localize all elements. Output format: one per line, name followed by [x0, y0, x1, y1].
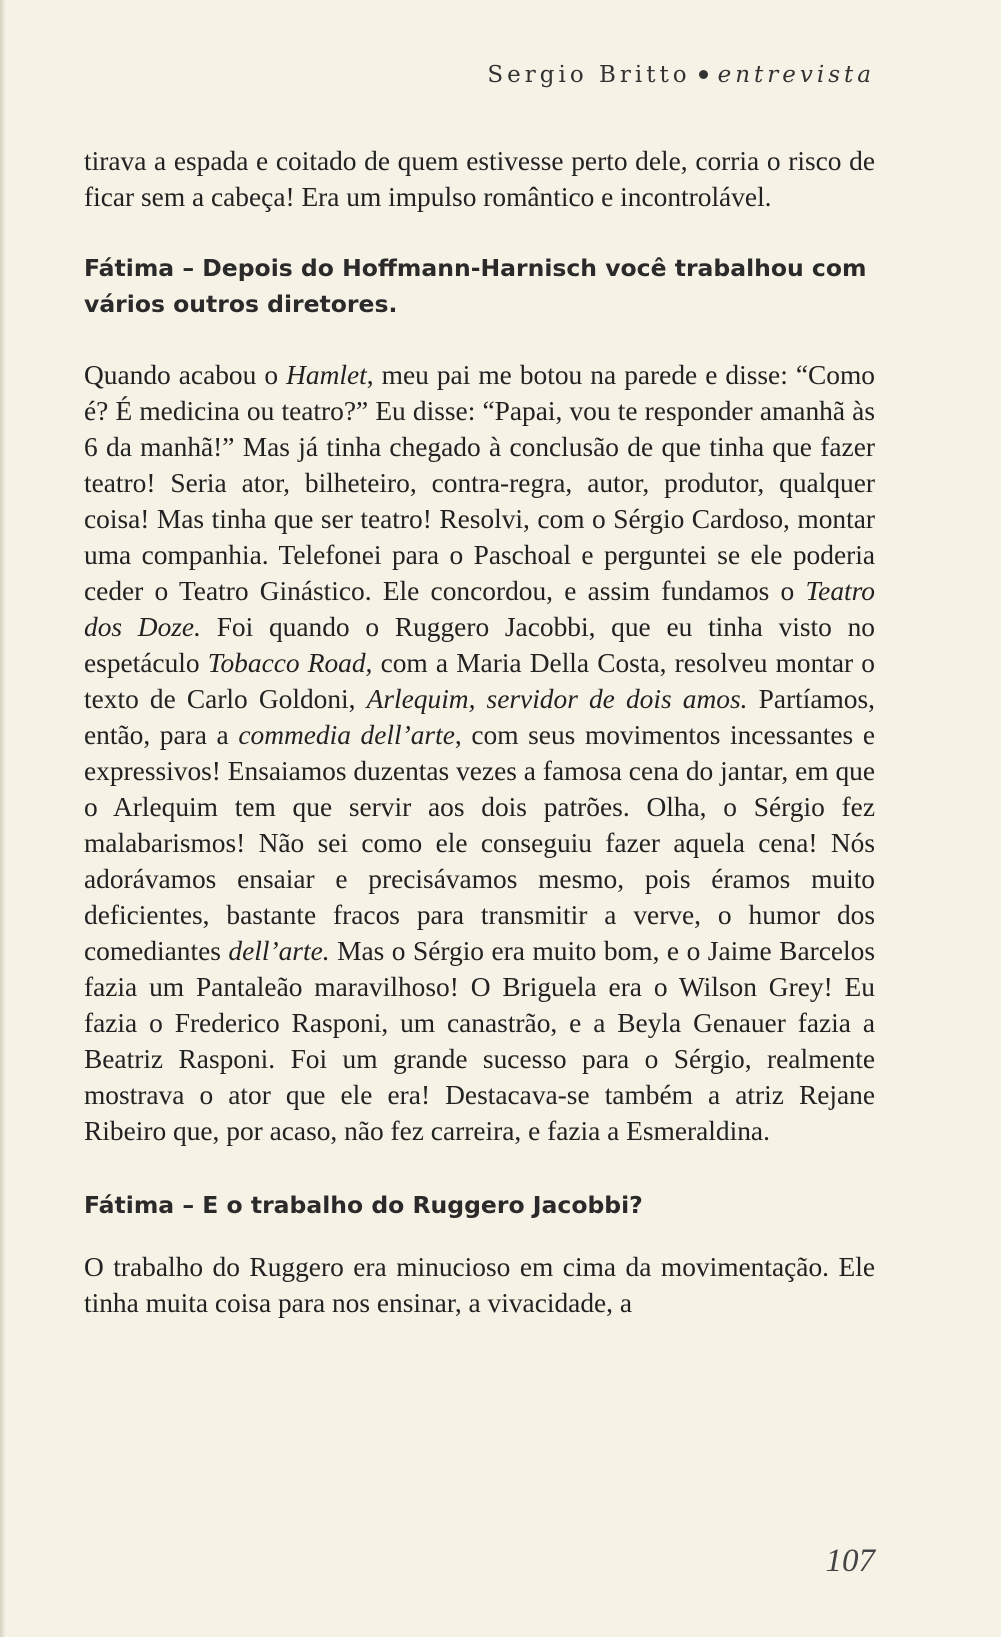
page-body — [84, 143, 875, 1321]
text-run: , meu pai me botou na parede e disse: “Como é? É medicina ou teatro?” Eu disse: “Papai, vou te responder amanhã às 6 da manhã!” Mas já tinha chegado à conclusão de que tinha que fazer teatro! Seria ator, bilheteiro, contra-regra, autor, produtor, qualquer coisa! Mas tinha que ser teatro! Resolvi, com o Sérgio Cardoso, montar uma companhia. Telefonei para o Paschoal e perguntei se ele poderia ceder o Teatro Ginástico. Ele concordou, e assim fundamos o — [84, 360, 875, 606]
text-run: Mas o Sérgio era muito bom, e o Jaime Barcelos fazia um Pantaleão maravilhoso! O Briguela era o Wilson Grey! Eu fazia o Frederico Rasponi, um canastrão, e a Beyla Genauer fazia a Beatriz Rasponi. Foi um grande sucesso para o Sérgio, realmente mostrava o ator que ele era! Destacava-se também a atriz Rejane Ribeiro que, por acaso, não fez carreira, e fazia a Esmeraldina. — [84, 936, 876, 1146]
text-run: Partíamos, então, para a — [84, 684, 875, 750]
term-commedia-dellarte: commedia dell’arte — [238, 720, 455, 750]
page-edge — [0, 0, 6, 1637]
running-head-author: Sergio Britto — [487, 62, 691, 88]
text-run: Foi quando o Ruggero Jacobbi, que eu tinha visto no espetáculo — [84, 612, 875, 678]
running-head — [487, 62, 875, 88]
interview-question-1: Fátima – Depois do Hoffmann-Harnisch você trabalhou com vários outros diretores. — [84, 254, 867, 318]
title-arlequim: Arlequim, servidor de dois amos. — [366, 684, 748, 714]
text-run: Quando acabou o — [84, 360, 287, 390]
title-tobacco-road: Tobacco Road, — [207, 648, 373, 678]
title-teatro-dos-doze: Teatro dos Doze. — [84, 576, 875, 642]
body-paragraph-1: tirava a espada e coitado de quem estivesse perto dele, corria o risco de ficar sem a cabeça! Era um impulso romântico e incontrolável. — [84, 146, 875, 212]
body-paragraph-3: O trabalho do Ruggero era minucioso em cima da movimentação. Ele tinha muita coisa para nos ensinar, a vivacidade, a — [84, 1252, 875, 1318]
bullet-icon — [699, 70, 708, 79]
running-head-section: entrevista — [717, 62, 875, 88]
title-hamlet: Hamlet — [286, 360, 367, 390]
text-run: com a Maria Della Costa, resolveu montar o texto de Carlo Goldoni, — [84, 648, 876, 714]
text-run: , com seus movimentos incessantes e expressivos! Ensaiamos duzentas vezes a famosa cena do jantar, em que o Arlequim tem que servir aos dois patrões. Olha, o Sérgio fez malabarismos! Não sei como ele conseguiu fazer aquela cena! Nós adorávamos ensaiar e precisávamos mesmo, pois éramos muito deficientes, bastante fracos para transmitir a verve, o humor dos comediantes — [84, 720, 875, 966]
term-dellarte: dell’arte. — [228, 936, 330, 966]
page-number: 107 — [825, 1543, 875, 1579]
interview-question-2: Fátima – E o trabalho do Ruggero Jacobbi? — [84, 1191, 643, 1219]
body-paragraph-2 — [84, 357, 875, 1149]
